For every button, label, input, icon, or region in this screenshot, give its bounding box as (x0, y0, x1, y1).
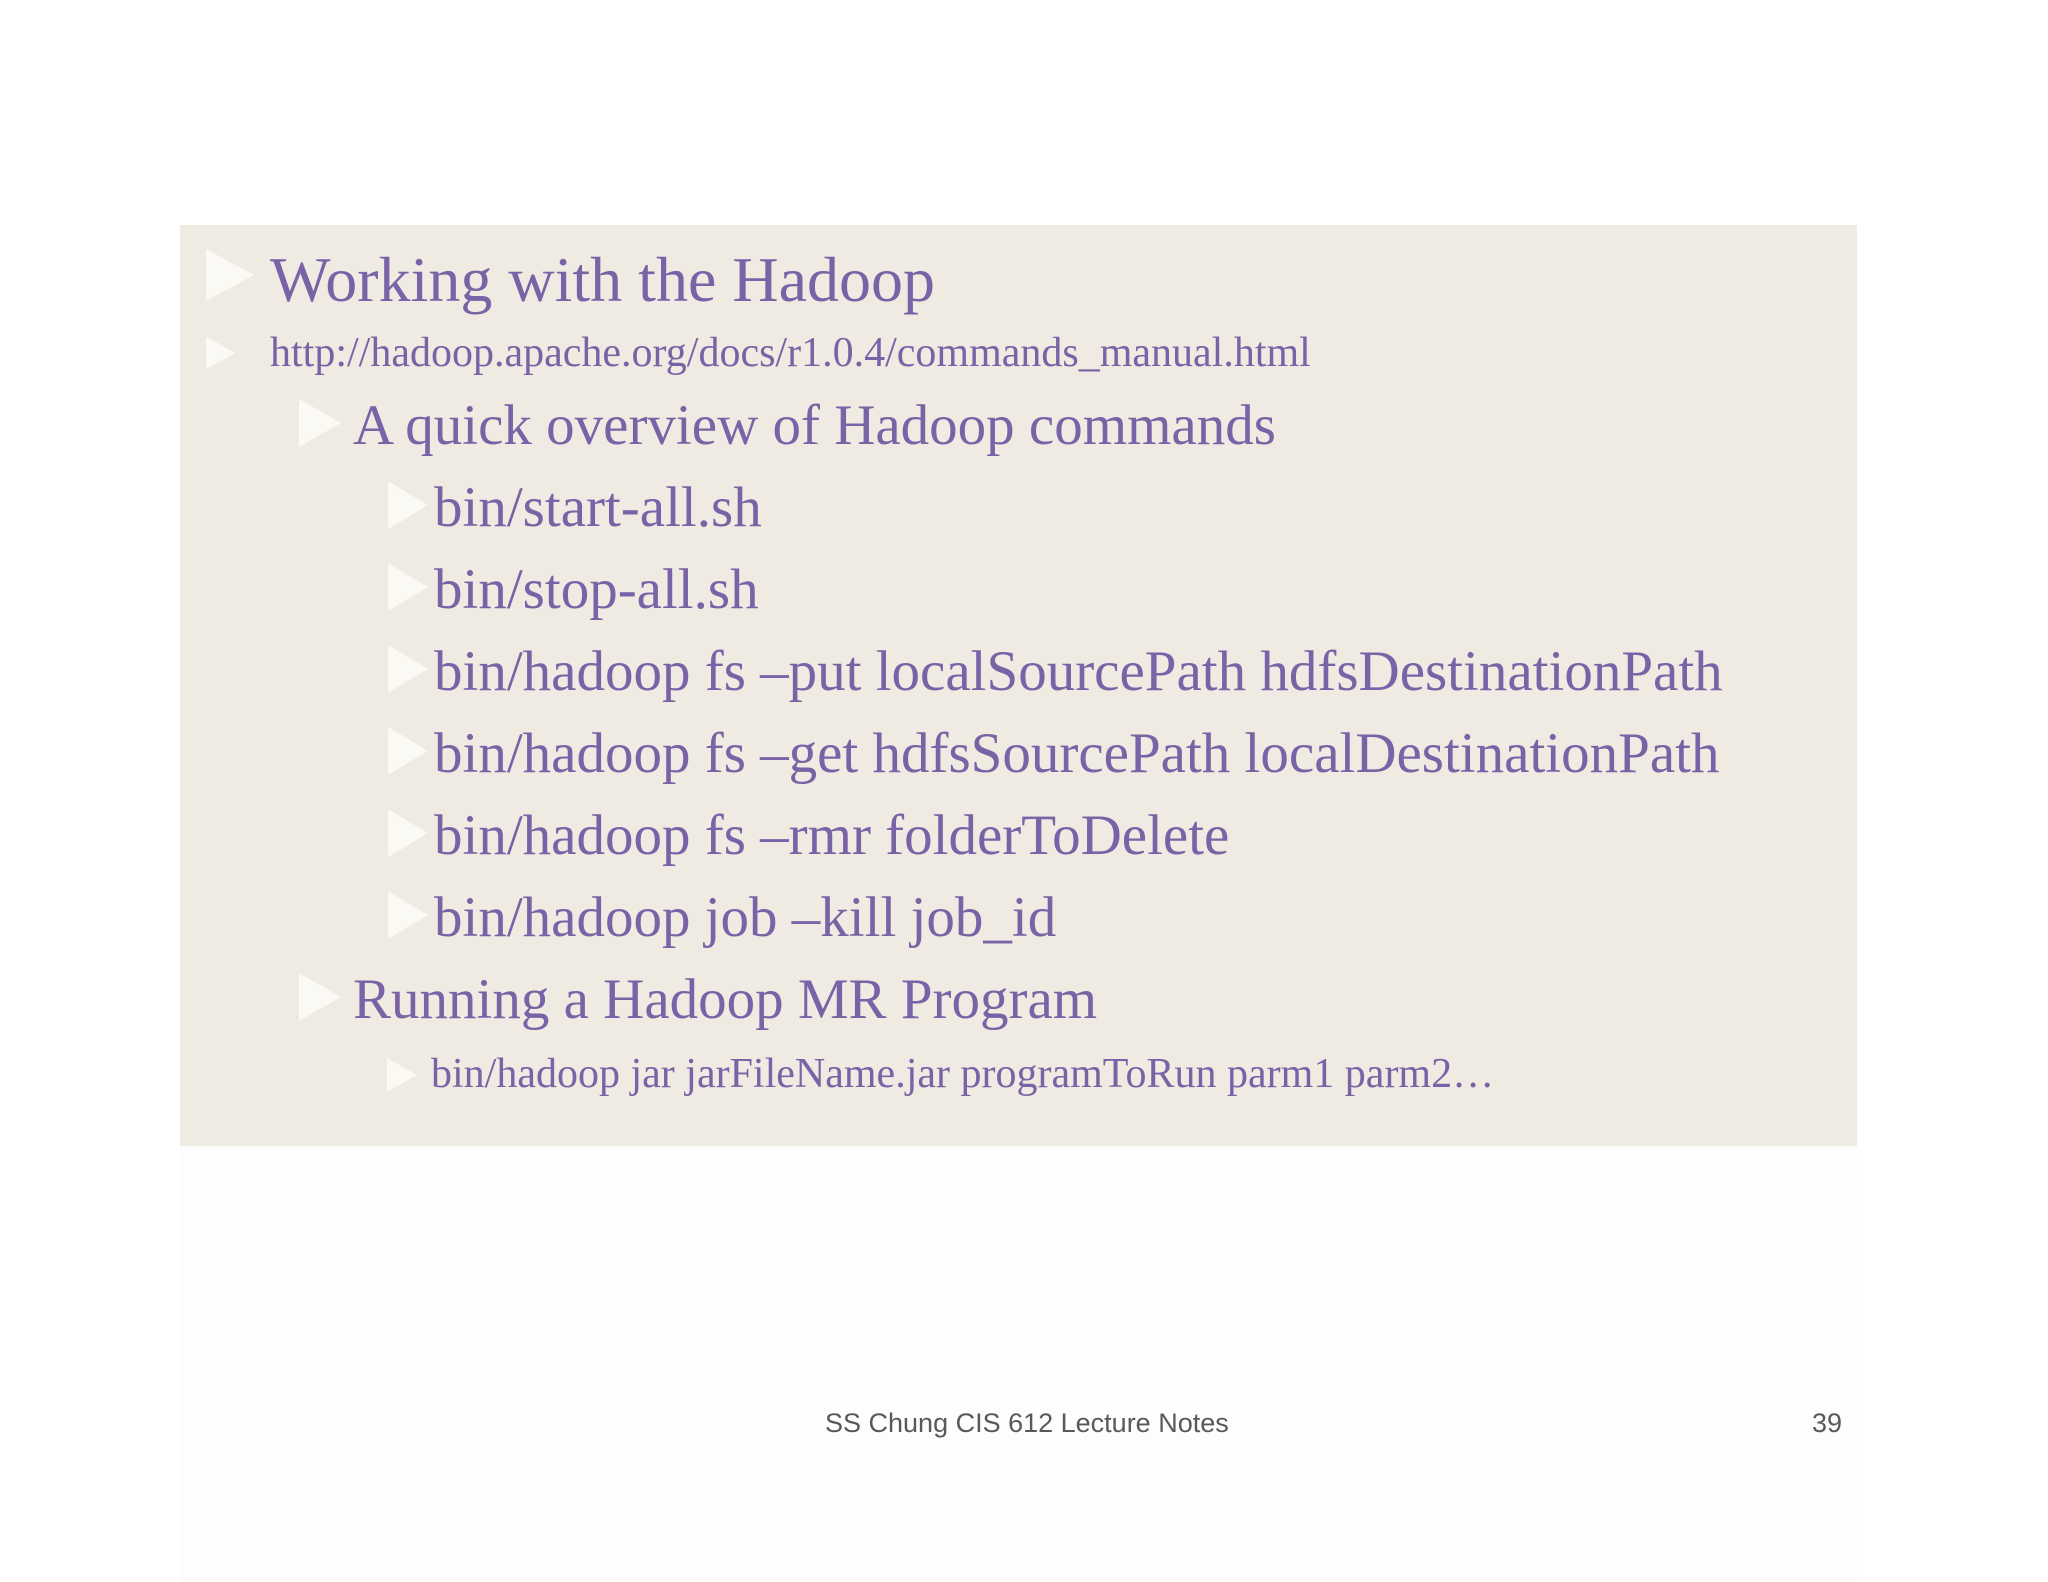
list-item (434, 721, 1719, 786)
command-text: bin/hadoop jar jarFileName.jar programToRun parm1 parm2… (431, 1051, 1495, 1097)
triangle-bullet-icon (299, 973, 341, 1021)
section-heading: Running a Hadoop MR Program (353, 968, 1098, 1031)
command-text: bin/hadoop job –kill job_id (434, 886, 1057, 949)
triangle-bullet-icon (388, 727, 428, 775)
triangle-bullet-icon (388, 563, 428, 611)
triangle-bullet-icon (388, 481, 428, 529)
list-item (431, 1050, 1494, 1098)
triangle-bullet-icon (299, 399, 341, 447)
command-text: bin/start-all.sh (434, 476, 762, 539)
list-item (434, 639, 1723, 704)
list-item (434, 475, 762, 540)
slide-title: Working with the Hadoop (270, 244, 935, 315)
triangle-bullet-icon (388, 809, 428, 857)
docs-url[interactable]: http://hadoop.apache.org/docs/r1.0.4/commands_manual.html (270, 330, 1311, 376)
footer-text: SS Chung CIS 612 Lecture Notes (825, 1408, 1229, 1438)
slide (180, 225, 1857, 1582)
command-text: bin/hadoop fs –get hdfsSourcePath localDestinationPath (434, 722, 1720, 785)
list-item (434, 885, 1056, 950)
slide-title-line (270, 243, 935, 317)
section-heading-line (353, 393, 1276, 458)
triangle-bullet-icon (206, 249, 254, 301)
list-item (434, 803, 1229, 868)
list-item (434, 557, 759, 622)
triangle-bullet-icon (388, 891, 428, 939)
section-heading-line (353, 967, 1097, 1032)
page-number: 39 (1812, 1408, 1843, 1438)
content-box (180, 225, 1857, 1146)
command-text: bin/stop-all.sh (434, 558, 759, 621)
triangle-bullet-icon (388, 645, 428, 693)
triangle-bullet-icon (206, 337, 236, 369)
triangle-bullet-icon (387, 1058, 417, 1092)
command-text: bin/hadoop fs –put localSourcePath hdfsDestinationPath (434, 640, 1723, 703)
url-line (270, 329, 1311, 377)
command-text: bin/hadoop fs –rmr folderToDelete (434, 804, 1230, 867)
section-heading: A quick overview of Hadoop commands (353, 394, 1276, 457)
